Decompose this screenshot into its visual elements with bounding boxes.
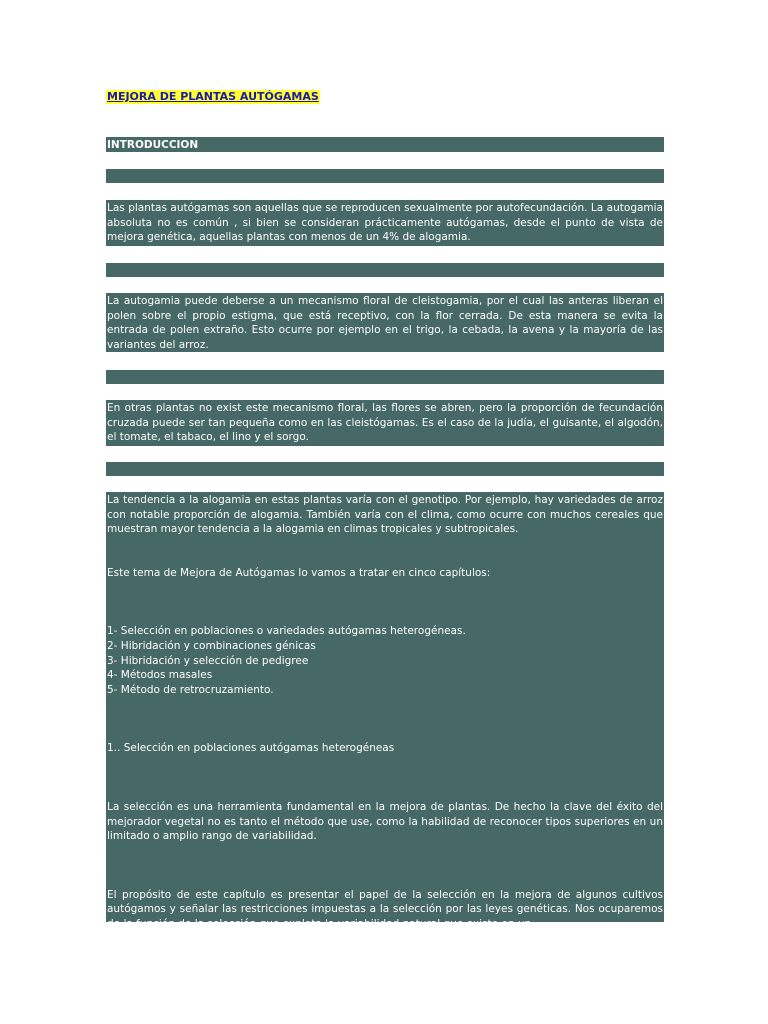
section-1-title: 1.. Selección en poblaciones autógamas heterogéneas [107,742,395,755]
empty-band [106,462,664,476]
list-item: 1- Selección en poblaciones o variedades autógamas heterogéneas. [107,625,466,638]
empty-band [106,370,664,384]
paragraph-5: Este tema de Mejora de Autógamas lo vamos a tratar en cinco capítulos: [107,566,491,579]
paragraph-2: La autogamia puede deberse a un mecanismo floral de cleistogamia, por el cual las anteras liberan el polen sobre el propio estigma, que está receptivo, con la flor cerrada. De esta manera se evita la entrada de polen extraño. Esto ocurre por ejemplo en el trigo, la cebada, la avena y la mayoría de las variantes del arroz. [107,295,663,351]
document-title: MEJORA DE PLANTAS AUTÓGAMAS [107,90,319,103]
paragraph-4: La tendencia a la alogamia en estas plantas varía con el genotipo. Por ejemplo, hay variedades de arroz con notable proporción de alogamia. También varía con el clima, como ocurre con muchos cereales que muestran mayor tendencia a la alogamia en climas tropicales y subtropicales. [107,494,663,536]
list-item: 2- Hibridación y combinaciones génicas [107,639,316,652]
paragraph-6: La selección es una herramienta fundamental en la mejora de plantas. De hecho la clave del éxito del mejorador vegetal no es tanto el método que use, como la habilidad de reconocer tipos superiores en un limitado o amplio rango de variabilidad. [107,800,663,843]
empty-band [106,169,664,183]
content-block [106,492,664,930]
chapter-list [107,624,663,697]
list-item: 5- Método de retrocruzamiento. [107,683,274,696]
list-item: 3- Hibridación y selección de pedigree [107,654,309,667]
section-heading: INTRODUCCION [106,137,664,152]
paragraph-1: Las plantas autógamas son aquellas que se reproducen sexualmente por autofecundación. La autogamia absoluta no es común , si bien se consideran prácticamente autógamas, desde el punto de vista de mejora genética, aquellas plantas con menos de un 4% de alogamia. [106,200,664,246]
paragraph-3: En otras plantas no exist este mecanismo floral, las flores se abren, pero la proporción de fecundación cruzada puede ser tan pequeña como en las cleistógamas. Es el caso de la judía, el guisante, el algodón, el tomate, el tabaco, el lino y el sorgo. [106,400,664,446]
empty-band [106,263,664,277]
list-item: 4- Métodos masales [107,669,213,682]
paragraph-7: El propósito de este capítulo es presentar el papel de la selección en la mejora de algunos cultivos autógamos y señalar las restricciones impuestas a la selección por las leyes genéticas. Nos ocuparemos de la función de la selección que explota la variabilidad natural que existe en un [107,888,663,930]
